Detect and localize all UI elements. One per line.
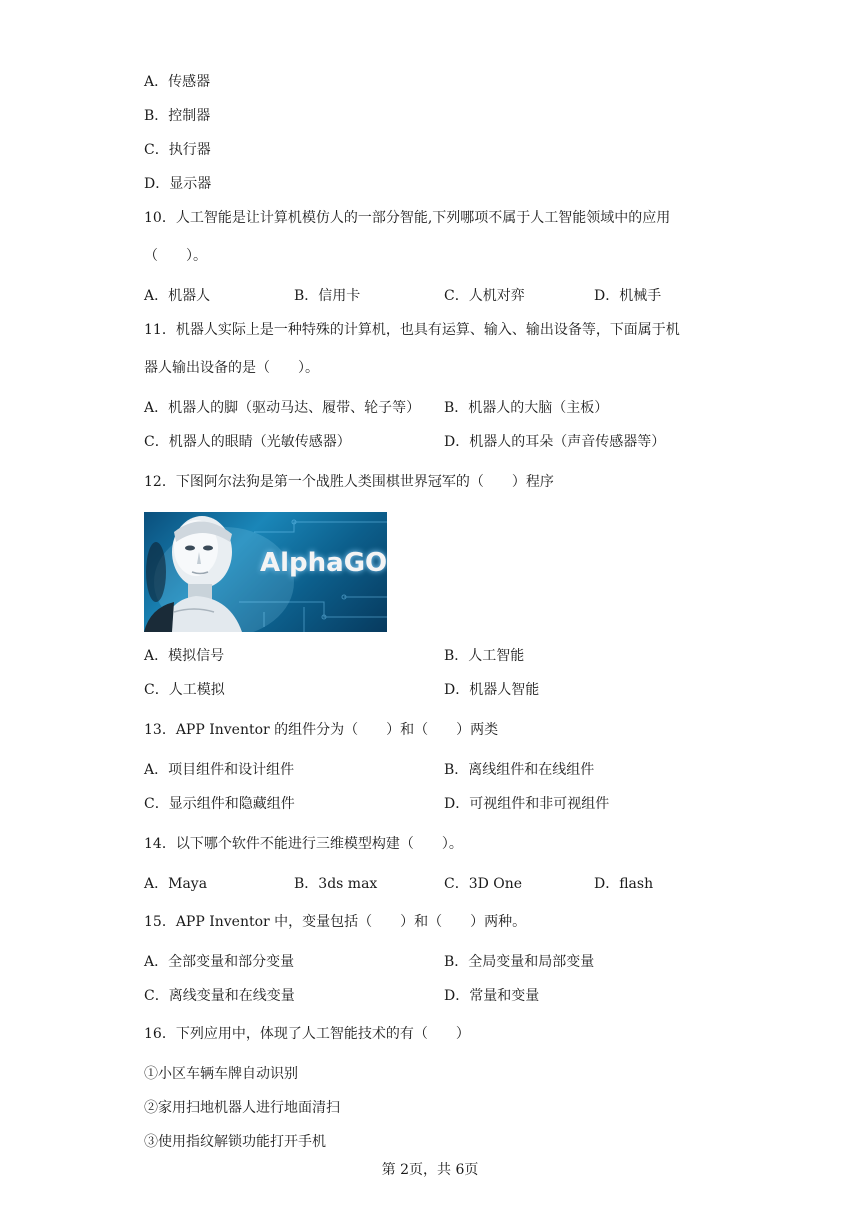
q11-option-c: C．机器人的眼睛（光敏传感器） — [144, 434, 351, 450]
q16-stem: 16．下列应用中，体现了人工智能技术的有（ ） — [144, 1026, 470, 1042]
q11-stem-line1: 11．机器人实际上是一种特殊的计算机，也具有运算、输入、输出设备等，下面属于机 — [144, 322, 680, 338]
q9-option-c: C．执行器 — [144, 142, 211, 158]
q10-option-b: B．信用卡 — [294, 288, 361, 304]
q11-option-b: B．机器人的大脑（主板） — [444, 400, 609, 416]
q12-option-c: C．人工模拟 — [144, 682, 225, 698]
q12-option-a: A．模拟信号 — [144, 648, 225, 664]
q16-item-1: ①小区车辆车牌自动识别 — [144, 1066, 298, 1082]
q12-option-b: B．人工智能 — [444, 648, 525, 664]
q9-option-d: D．显示器 — [144, 176, 212, 192]
q12-stem: 12．下图阿尔法狗是第一个战胜人类围棋世界冠军的（ ）程序 — [144, 474, 554, 490]
alphago-image — [144, 512, 387, 632]
q12-option-d: D．机器人智能 — [444, 682, 540, 698]
q9-option-b: B．控制器 — [144, 108, 211, 124]
q10-option-c: C．人机对弈 — [444, 288, 525, 304]
q16-item-2: ②家用扫地机器人进行地面清扫 — [144, 1100, 340, 1116]
q14-option-d: D．flash — [594, 876, 654, 892]
q10-stem-line1: 10．人工智能是让计算机模仿人的一部分智能,下列哪项不属于人工智能领域中的应用 — [144, 210, 671, 226]
q15-stem: 15．APP Inventor 中，变量包括（ ）和（ ）两种。 — [144, 914, 527, 930]
q16-item-3: ③使用指纹解锁功能打开手机 — [144, 1134, 326, 1150]
q13-stem: 13．APP Inventor 的组件分为（ ）和（ ）两类 — [144, 722, 499, 738]
q14-option-b: B．3ds max — [294, 876, 378, 892]
q13-option-a: A．项目组件和设计组件 — [144, 762, 295, 778]
q15-option-c: C．离线变量和在线变量 — [144, 988, 295, 1004]
q15-option-a: A．全部变量和部分变量 — [144, 954, 295, 970]
q15-option-d: D．常量和变量 — [444, 988, 540, 1004]
q14-stem: 14．以下哪个软件不能进行三维模型构建（ ）。 — [144, 836, 463, 852]
q10-stem-line2: （ ）。 — [144, 248, 207, 264]
q13-option-d: D．可视组件和非可视组件 — [444, 796, 610, 812]
q11-option-d: D．机器人的耳朵（声音传感器等） — [444, 434, 666, 450]
page-footer: 第 2页，共 6页 — [381, 1162, 479, 1178]
q15-option-b: B．全局变量和局部变量 — [444, 954, 595, 970]
q11-stem-line2: 器人输出设备的是（ ）。 — [144, 360, 319, 376]
q10-option-a: A．机器人 — [144, 288, 211, 304]
q9-option-a: A．传感器 — [144, 74, 211, 90]
q13-option-b: B．离线组件和在线组件 — [444, 762, 595, 778]
q10-option-d: D．机械手 — [594, 288, 662, 304]
q13-option-c: C．显示组件和隐藏组件 — [144, 796, 295, 812]
q11-option-a: A．机器人的脚（驱动马达、履带、轮子等） — [144, 400, 421, 416]
alphago-logo-text: AlphaGO — [260, 548, 387, 578]
q14-option-a: A．Maya — [144, 876, 208, 892]
q14-option-c: C．3D One — [444, 876, 523, 892]
